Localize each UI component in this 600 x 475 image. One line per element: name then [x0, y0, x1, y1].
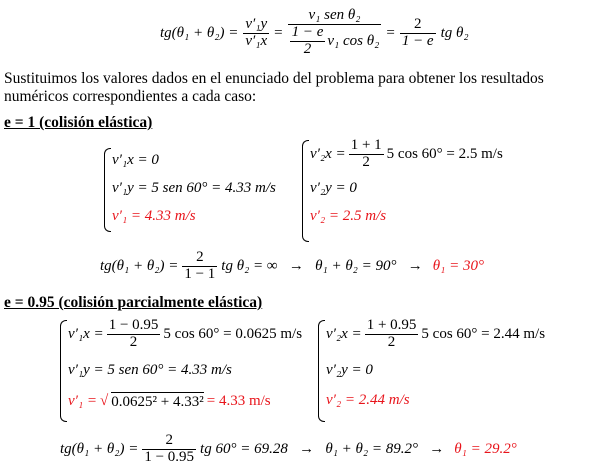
case2-theta-result: θ₁ = 29.2° [454, 440, 517, 457]
top-eq-lhs: tg(θ₁ + θ₂) = [160, 24, 239, 41]
case2-heading: e = 0.95 (colisión parcialmente elástica) [4, 294, 263, 311]
case2-v2y: v′₂y = 0 [326, 362, 373, 378]
case2-tangent-equation: tg(θ₁ + θ₂) = $\frac{2}{1 - 0.95}$ tg 60° = 69.28 → θ₁ + θ₂ = 89.2° → θ₁ = 29.2° [60, 431, 517, 465]
top-equation: tg(θ₁ + θ₂) = $\frac{\text{v′₁y}}{\text{v′₁x}}$ = v₁ sen θ₂ $\frac{1 - e}{2}$ v₁ cos θ₂ = $\frac{2}{1 - e}$ tg θ₂ [160, 7, 469, 57]
case1-v2x: v′₂x = $\frac{1 + 1}{2}$ 5 cos 60° = 2.5 m/s [310, 137, 503, 170]
case2-v1x: v′₁x = $\frac{1 - 0.95}{2}$ 5 cos 60° = 0.0625 m/s [68, 317, 303, 350]
top-eq-tail: tg θ₂ [440, 24, 469, 41]
case1-heading: e = 1 (colisión elástica) [4, 114, 153, 131]
top-eq-fraction-1: $\frac{\text{v′₁y}}{\text{v′₁x}}$ [245, 15, 268, 49]
intro-paragraph: Sustituimos los valores dados en el enunciado del problema para obtener los resultados numéricos correspondientes a cada caso: [4, 70, 544, 105]
case2-right-brace [318, 320, 325, 422]
case1-theta-result: θ₁ = 30° [432, 257, 484, 274]
top-eq-fraction-3: $\frac{2}{1 - e}$ [401, 15, 434, 49]
case2-left-brace [60, 320, 67, 422]
case2-v2x: v′₂x = $\frac{1 + 0.95}{2}$ 5 cos 60° = 2.44 m/s [326, 317, 546, 350]
case1-tangent-equation: tg(θ₁ + θ₂) = $\frac{2}{1 - 1}$ tg θ₂ = ∞ → θ₁ + θ₂ = 90° → θ₁ = 30° [100, 248, 484, 282]
case1-right-brace [302, 140, 309, 242]
case2-v1y: v′₁y = 5 sen 60° = 4.33 m/s [68, 362, 232, 378]
sqrt-symbol: √ [100, 393, 109, 409]
case1-left-brace [104, 148, 111, 232]
case1-v2y: v′₂y = 0 [310, 180, 357, 196]
case2-v2-result: v′₂ = 2.44 m/s [326, 392, 410, 408]
case1-v1x: v′₁x = 0 [112, 152, 159, 168]
case2-v1-result: v′₁ = √ 0.0625² + 4.33² = 4.33 m/s [68, 393, 271, 410]
case1-v1y: v′₁y = 5 sen 60° = 4.33 m/s [112, 180, 276, 196]
case1-v1-result: v′₁ = 4.33 m/s [112, 208, 196, 224]
top-eq-fraction-2: v₁ sen θ₂ $\frac{1 - e}{2}$ v₁ cos θ₂ [288, 8, 382, 57]
case1-v2-result: v′₂ = 2.5 m/s [310, 208, 387, 224]
